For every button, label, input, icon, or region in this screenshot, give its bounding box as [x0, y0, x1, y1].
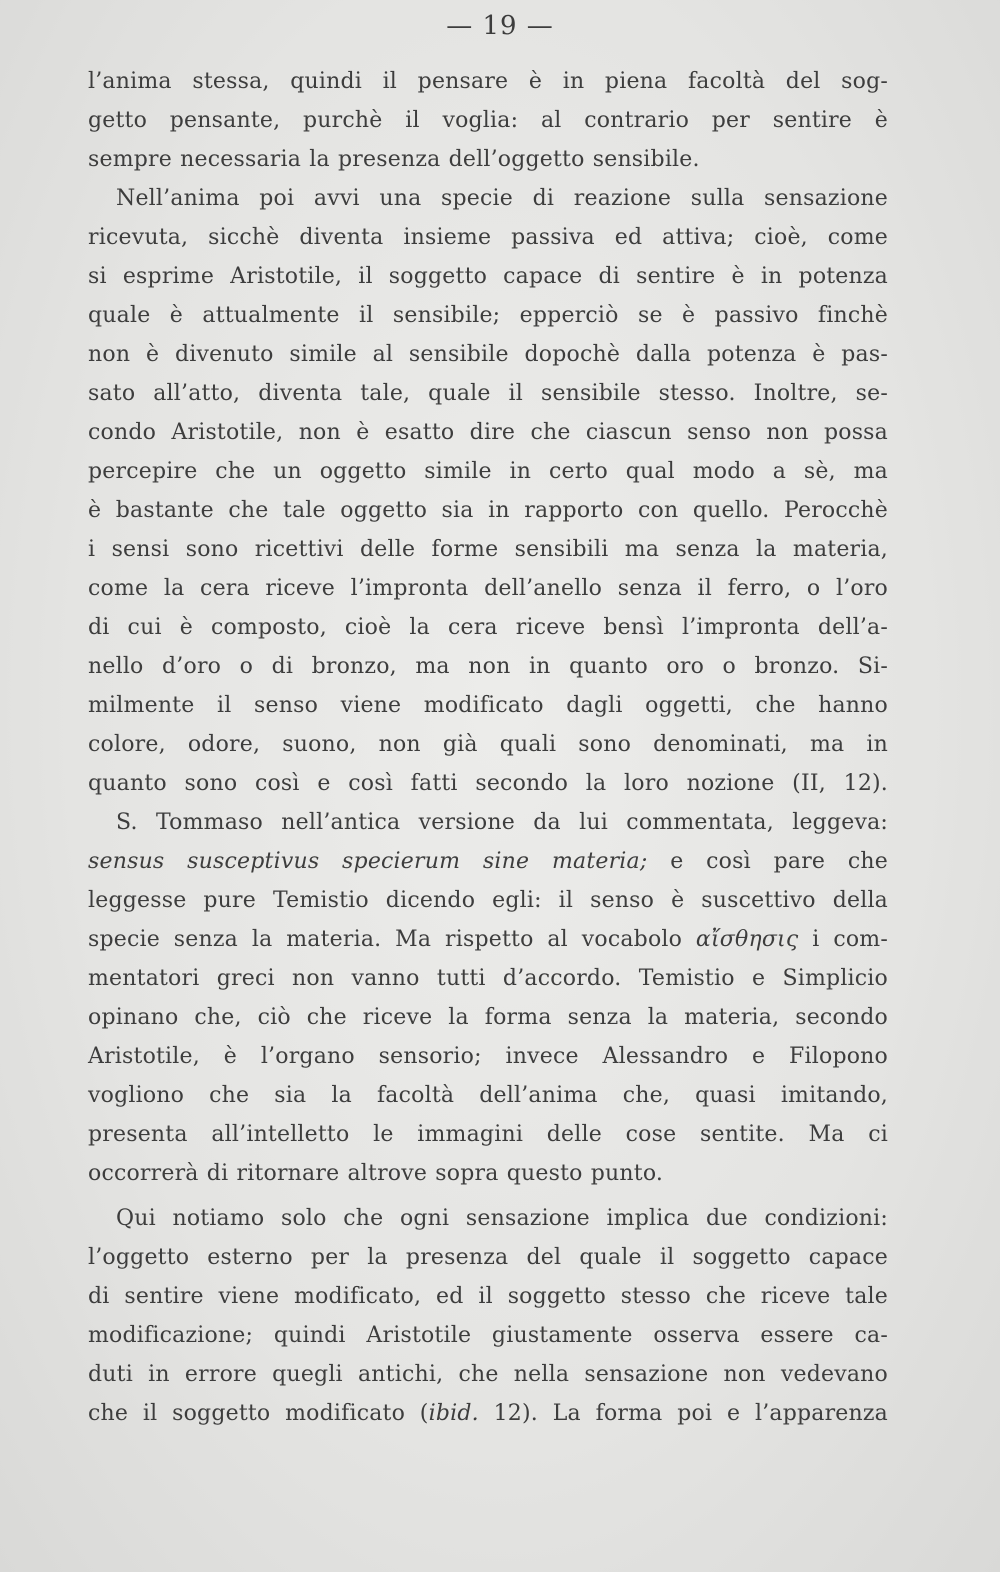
- text-line: duti in errore quegli antichi, che nella sensazione non vedevano: [88, 1362, 888, 1387]
- page-number: — 19 —: [446, 11, 554, 41]
- latin-quote: sensus susceptivus specierum sine materia;: [88, 849, 648, 874]
- text-line: Nell’anima poi avvi una specie di reazione sulla sensazione: [116, 186, 888, 211]
- text-run: e così pare che: [647, 849, 888, 874]
- text-line: modificazione; quindi Aristotile giustamente osserva essere ca-: [88, 1323, 888, 1348]
- text-line: opinano che, ciò che riceve la forma senza la materia, secondo: [88, 1005, 888, 1030]
- text-line: S. Tommaso nell’antica versione da lui commentata, leggeva:: [116, 810, 888, 835]
- text-run: i com-: [798, 927, 888, 952]
- text-line: [88, 920, 888, 959]
- text-line: leggesse pure Temistio dicendo egli: il senso è suscettivo della: [88, 888, 888, 913]
- text-line: occorrerà di ritornare altrove sopra questo punto.: [88, 1161, 664, 1186]
- text-line: i sensi sono ricettivi delle forme sensibili ma senza la materia,: [88, 537, 888, 562]
- text-line: si esprime Aristotile, il soggetto capace di sentire è in potenza: [88, 264, 888, 289]
- text-line: vogliono che sia la facoltà dell’anima che, quasi imitando,: [88, 1083, 888, 1108]
- text-line: di cui è composto, cioè la cera riceve bensì l’impronta dell’a-: [88, 615, 888, 640]
- text-line: percepire che un oggetto simile in certo qual modo a sè, ma: [88, 459, 888, 484]
- text-line: quanto sono così e così fatti secondo la loro nozione (II, 12).: [88, 771, 888, 796]
- text-line: colore, odore, suono, non già quali sono denominati, ma in: [88, 732, 888, 757]
- text-line: mentatori greci non vanno tutti d’accordo. Temistio e Simplicio: [88, 966, 888, 991]
- text-line: è bastante che tale oggetto sia in rapporto con quello. Perocchè: [88, 498, 888, 523]
- text-line: Aristotile, è l’organo sensorio; invece Alessandro e Filopono: [88, 1044, 888, 1069]
- text-run: specie senza la materia. Ma rispetto al vocabolo: [88, 927, 696, 952]
- text-line: condo Aristotile, non è esatto dire che ciascun senso non possa: [88, 420, 888, 445]
- text-line: l’anima stessa, quindi il pensare è in piena facoltà del sog-: [88, 69, 888, 94]
- text-line: ricevuta, sicchè diventa insieme passiva ed attiva; cioè, come: [88, 225, 888, 250]
- text-run: 12). La forma poi e l’apparenza: [478, 1401, 888, 1426]
- text-line: [88, 1394, 888, 1433]
- text-line: milmente il senso viene modificato dagli oggetti, che hanno: [88, 693, 888, 718]
- citation-abbrev: ibid.: [428, 1401, 479, 1426]
- page-body: [88, 62, 888, 1433]
- text-run: che il soggetto modificato (: [88, 1401, 429, 1426]
- text-line: sato all’atto, diventa tale, quale il sensibile stesso. Inoltre, se-: [88, 381, 888, 406]
- text-line: quale è attualmente il sensibile; epperciò se è passivo finchè: [88, 303, 888, 328]
- text-line: [88, 842, 888, 881]
- text-line: non è divenuto simile al sensibile dopochè dalla potenza è pas-: [88, 342, 888, 367]
- greek-word: αἴσθησις: [695, 927, 799, 952]
- text-line: presenta all’intelletto le immagini delle cose sentite. Ma ci: [88, 1122, 888, 1147]
- text-line: getto pensante, purchè il voglia: al contrario per sentire è: [88, 108, 888, 133]
- text-line: sempre necessaria la presenza dell’oggetto sensibile.: [88, 147, 700, 172]
- text-line: di sentire viene modificato, ed il soggetto stesso che riceve tale: [88, 1284, 888, 1309]
- text-line: l’oggetto esterno per la presenza del quale il soggetto capace: [88, 1245, 888, 1270]
- text-line: Qui notiamo solo che ogni sensazione implica due condizioni:: [116, 1206, 888, 1231]
- text-line: nello d’oro o di bronzo, ma non in quanto oro o bronzo. Si-: [88, 654, 888, 679]
- text-line: come la cera riceve l’impronta dell’anello senza il ferro, o l’oro: [88, 576, 888, 601]
